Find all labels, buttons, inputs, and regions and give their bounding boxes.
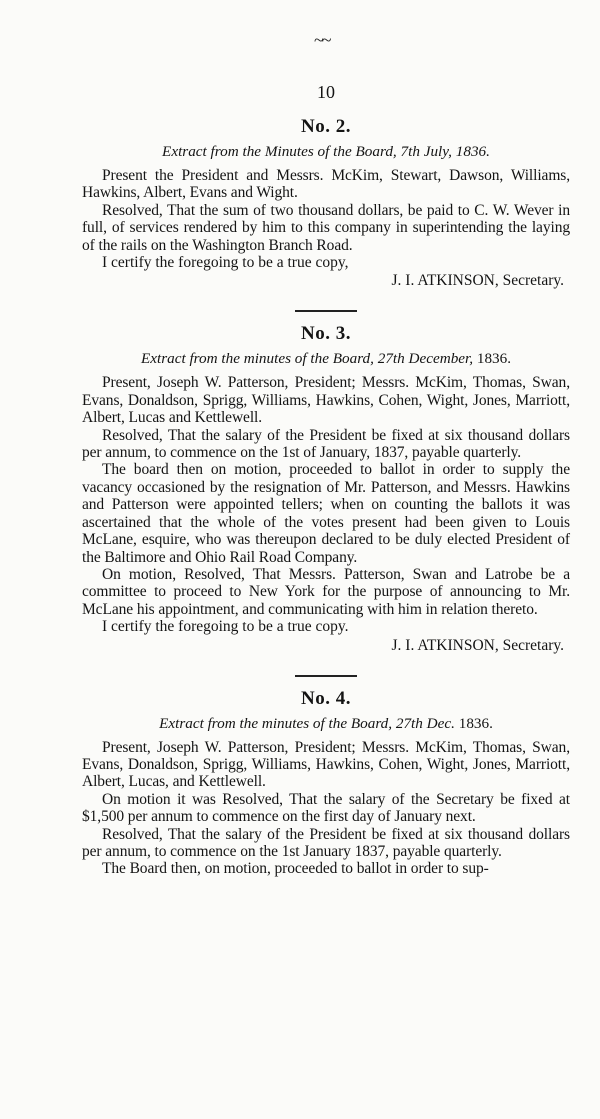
paragraph: On motion, Resolved, That Messrs. Patterson, Swan and Latrobe be a committee to proceed to New York for the purpose of announcing to Mr. McLane his appointment, and communicating with him in relation thereto. <box>82 565 570 618</box>
paragraph: The Board then, on motion, proceeded to ballot in order to sup- <box>102 860 489 878</box>
paragraph: The board then on motion, proceeded to ballot in order to supply the vacancy occasioned by the resignation of Mr. Patterson, and Messrs. Hawkins and Patterson were appointed tellers; when on counting the ballots it was ascertained that the whole of the votes present had been given to Louis McLane, esquire, who was thereupon declared to be duly elected President of the Baltimore and Ohio Rail Road Company. <box>82 461 570 566</box>
paragraph: Resolved, That the salary of the President be fixed at six thousand dollars per annum, to commence on the 1st of January, 1837, payable quarterly. <box>82 426 570 462</box>
signature: J. I. ATKINSON, Secretary. <box>391 636 564 654</box>
section-no-4 <box>82 688 570 878</box>
paragraph: Resolved, That the salary of the President be fixed at six thousand dollars per annum, to commence on the 1st January 1837, payable quarterly. <box>82 825 570 860</box>
section-no-3 <box>82 323 570 655</box>
certification-line: I certify the foregoing to be a true copy. <box>102 618 349 636</box>
paragraph: Resolved, That the sum of two thousand dollars, be paid to C. W. Wever in full, of services rendered by him to this company in superintending the laying of the rails on the Washington Branch Road. <box>82 201 570 254</box>
section-divider <box>295 675 357 677</box>
extract-text: Extract from the minutes of the Board, 27th December, <box>140 350 474 368</box>
paragraph: On motion it was Resolved, That the salary of the Secretary be fixed at $1,500 per annum to commence on the first day of January next. <box>82 790 570 826</box>
extract-line: Extract from the Minutes of the Board, 7th July, 1836. <box>162 143 490 160</box>
signature: J. I. ATKINSON, Secretary. <box>391 272 564 290</box>
extract-year: 1836. <box>476 350 512 368</box>
section-heading: No. 3. <box>301 323 351 345</box>
paragraph: Present, Joseph W. Patterson, President; Messrs. McKim, Thomas, Swan, Evans, Donaldson, Sprigg, Williams, Hawkins, Cohen, Wight, Jones, Marriott, Albert, Lucas, and Kettlewell. <box>82 738 570 791</box>
section-heading: No. 4. <box>301 687 351 709</box>
extract-line <box>82 349 570 369</box>
paragraph: Present, Joseph W. Patterson, President; Messrs. McKim, Thomas, Swan, Evans, Donaldson, Sprigg, Williams, Hawkins, Cohen, Wight, Jones, Marriott, Albert, Lucas and Kettlewell. <box>82 374 570 427</box>
page-number: 10 <box>317 82 335 102</box>
extract-year: 1836. <box>458 714 493 732</box>
page-mark: ~~ <box>314 30 330 50</box>
extract-text: Extract from the minutes of the Board, 27th Dec. <box>159 714 455 732</box>
section-heading: No. 2. <box>301 116 351 137</box>
certification-line: I certify the foregoing to be a true copy, <box>102 254 349 272</box>
document-page <box>82 0 570 878</box>
paragraph: Present the President and Messrs. McKim, Stewart, Dawson, Williams, Hawkins, Albert, Evans and Wight. <box>82 167 570 202</box>
extract-line <box>82 714 570 734</box>
section-no-2 <box>82 116 570 291</box>
section-divider <box>295 310 357 312</box>
